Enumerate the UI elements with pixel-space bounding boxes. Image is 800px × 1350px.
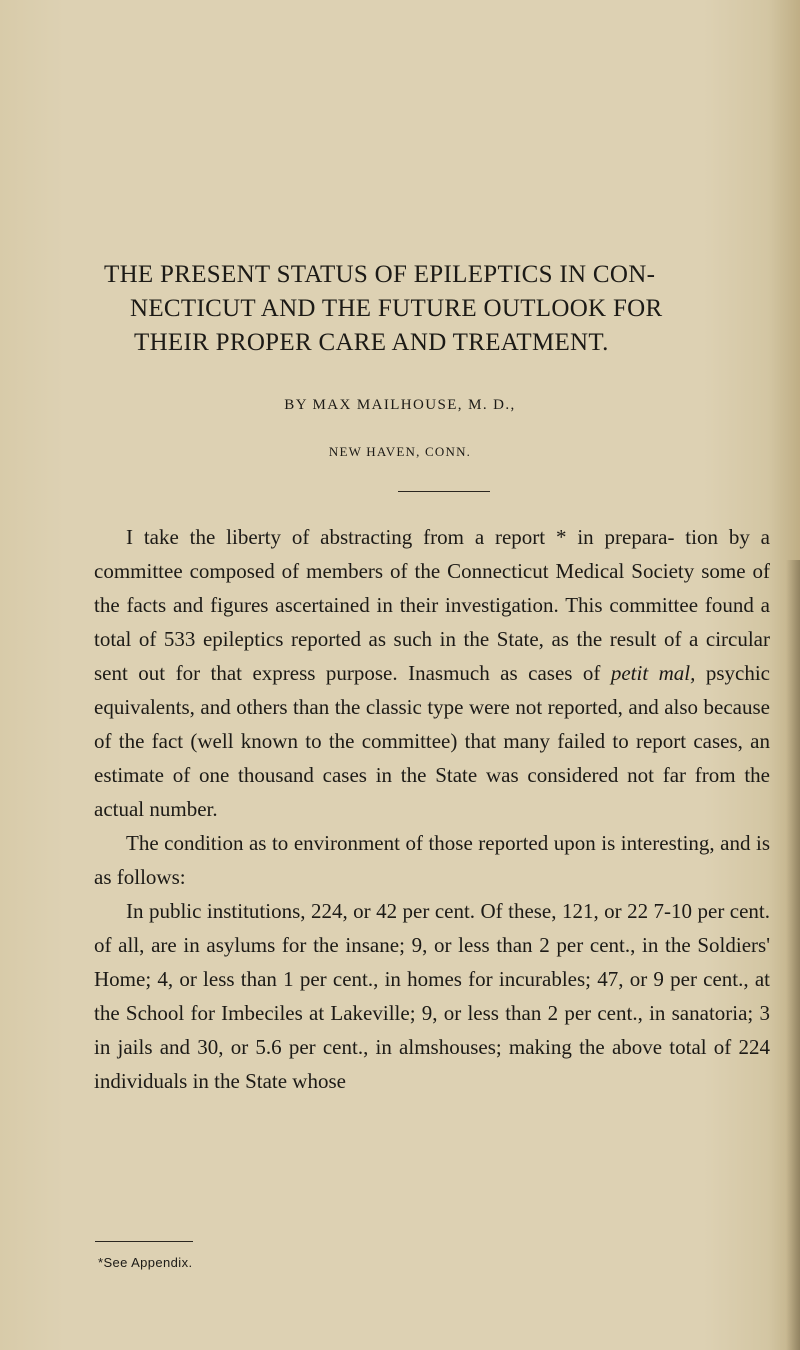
article-body (94, 520, 770, 1098)
paragraph-3: In public institutions, 224, or 42 per cent. Of these, 121, or 22 7-10 per cent. of all, are in asylums for the insane; 9, or less than 2 per cent., in the Soldiers' Home; 4, or less than 1 per cent., in homes for incurables; 47, or 9 per cent., at the School for Imbeciles at Lakeville; 9, or less than 2 per cent., in sanatoria; 3 in jails and 30, or 5.6 per cent., in almshouses; making the above total of 224 individuals in the State whose (94, 899, 770, 1093)
title-divider-rule (398, 491, 490, 492)
paragraph-2: The condition as to environment of those reported upon is interesting, and is as follows: (94, 831, 770, 889)
author-location: NEW HAVEN, CONN. (328, 444, 472, 459)
paragraph-1-text-b: psychic equivalents, and others than the classic type were not reported, and also because of the fact (well known to the committee) that many failed to report cases, an estimate of one thousand cases in the State was considered not far from the actual number. (94, 661, 770, 821)
author-byline: BY MAX MAILHOUSE, M. D., (284, 397, 516, 413)
title-line-1: THE PRESENT STATUS OF EPILEPTICS IN CON- (104, 261, 656, 288)
paragraph-1 (94, 520, 770, 826)
title-line-3: THEIR PROPER CARE AND TREATMENT. (134, 329, 609, 356)
title-line-2: NECTICUT AND THE FUTURE OUTLOOK FOR (130, 295, 663, 322)
paragraph-1-italic-term: petit mal, (610, 661, 696, 685)
footnote: *See Appendix. (98, 1255, 193, 1270)
article-title (104, 258, 724, 360)
footnote-divider-rule (95, 1241, 193, 1242)
page-edge-shading (786, 560, 800, 1350)
paragraph-1-text-a: I take the liberty of abstracting from a report * in prepara- tion by a committee composed of members of the Connecticut Medical Society some of the facts and figures ascertained in their investigation. This committee found a total of 533 epileptics reported as such in the State, as the result of a circular sent out for that express purpose. Inasmuch as cases of (94, 525, 770, 685)
